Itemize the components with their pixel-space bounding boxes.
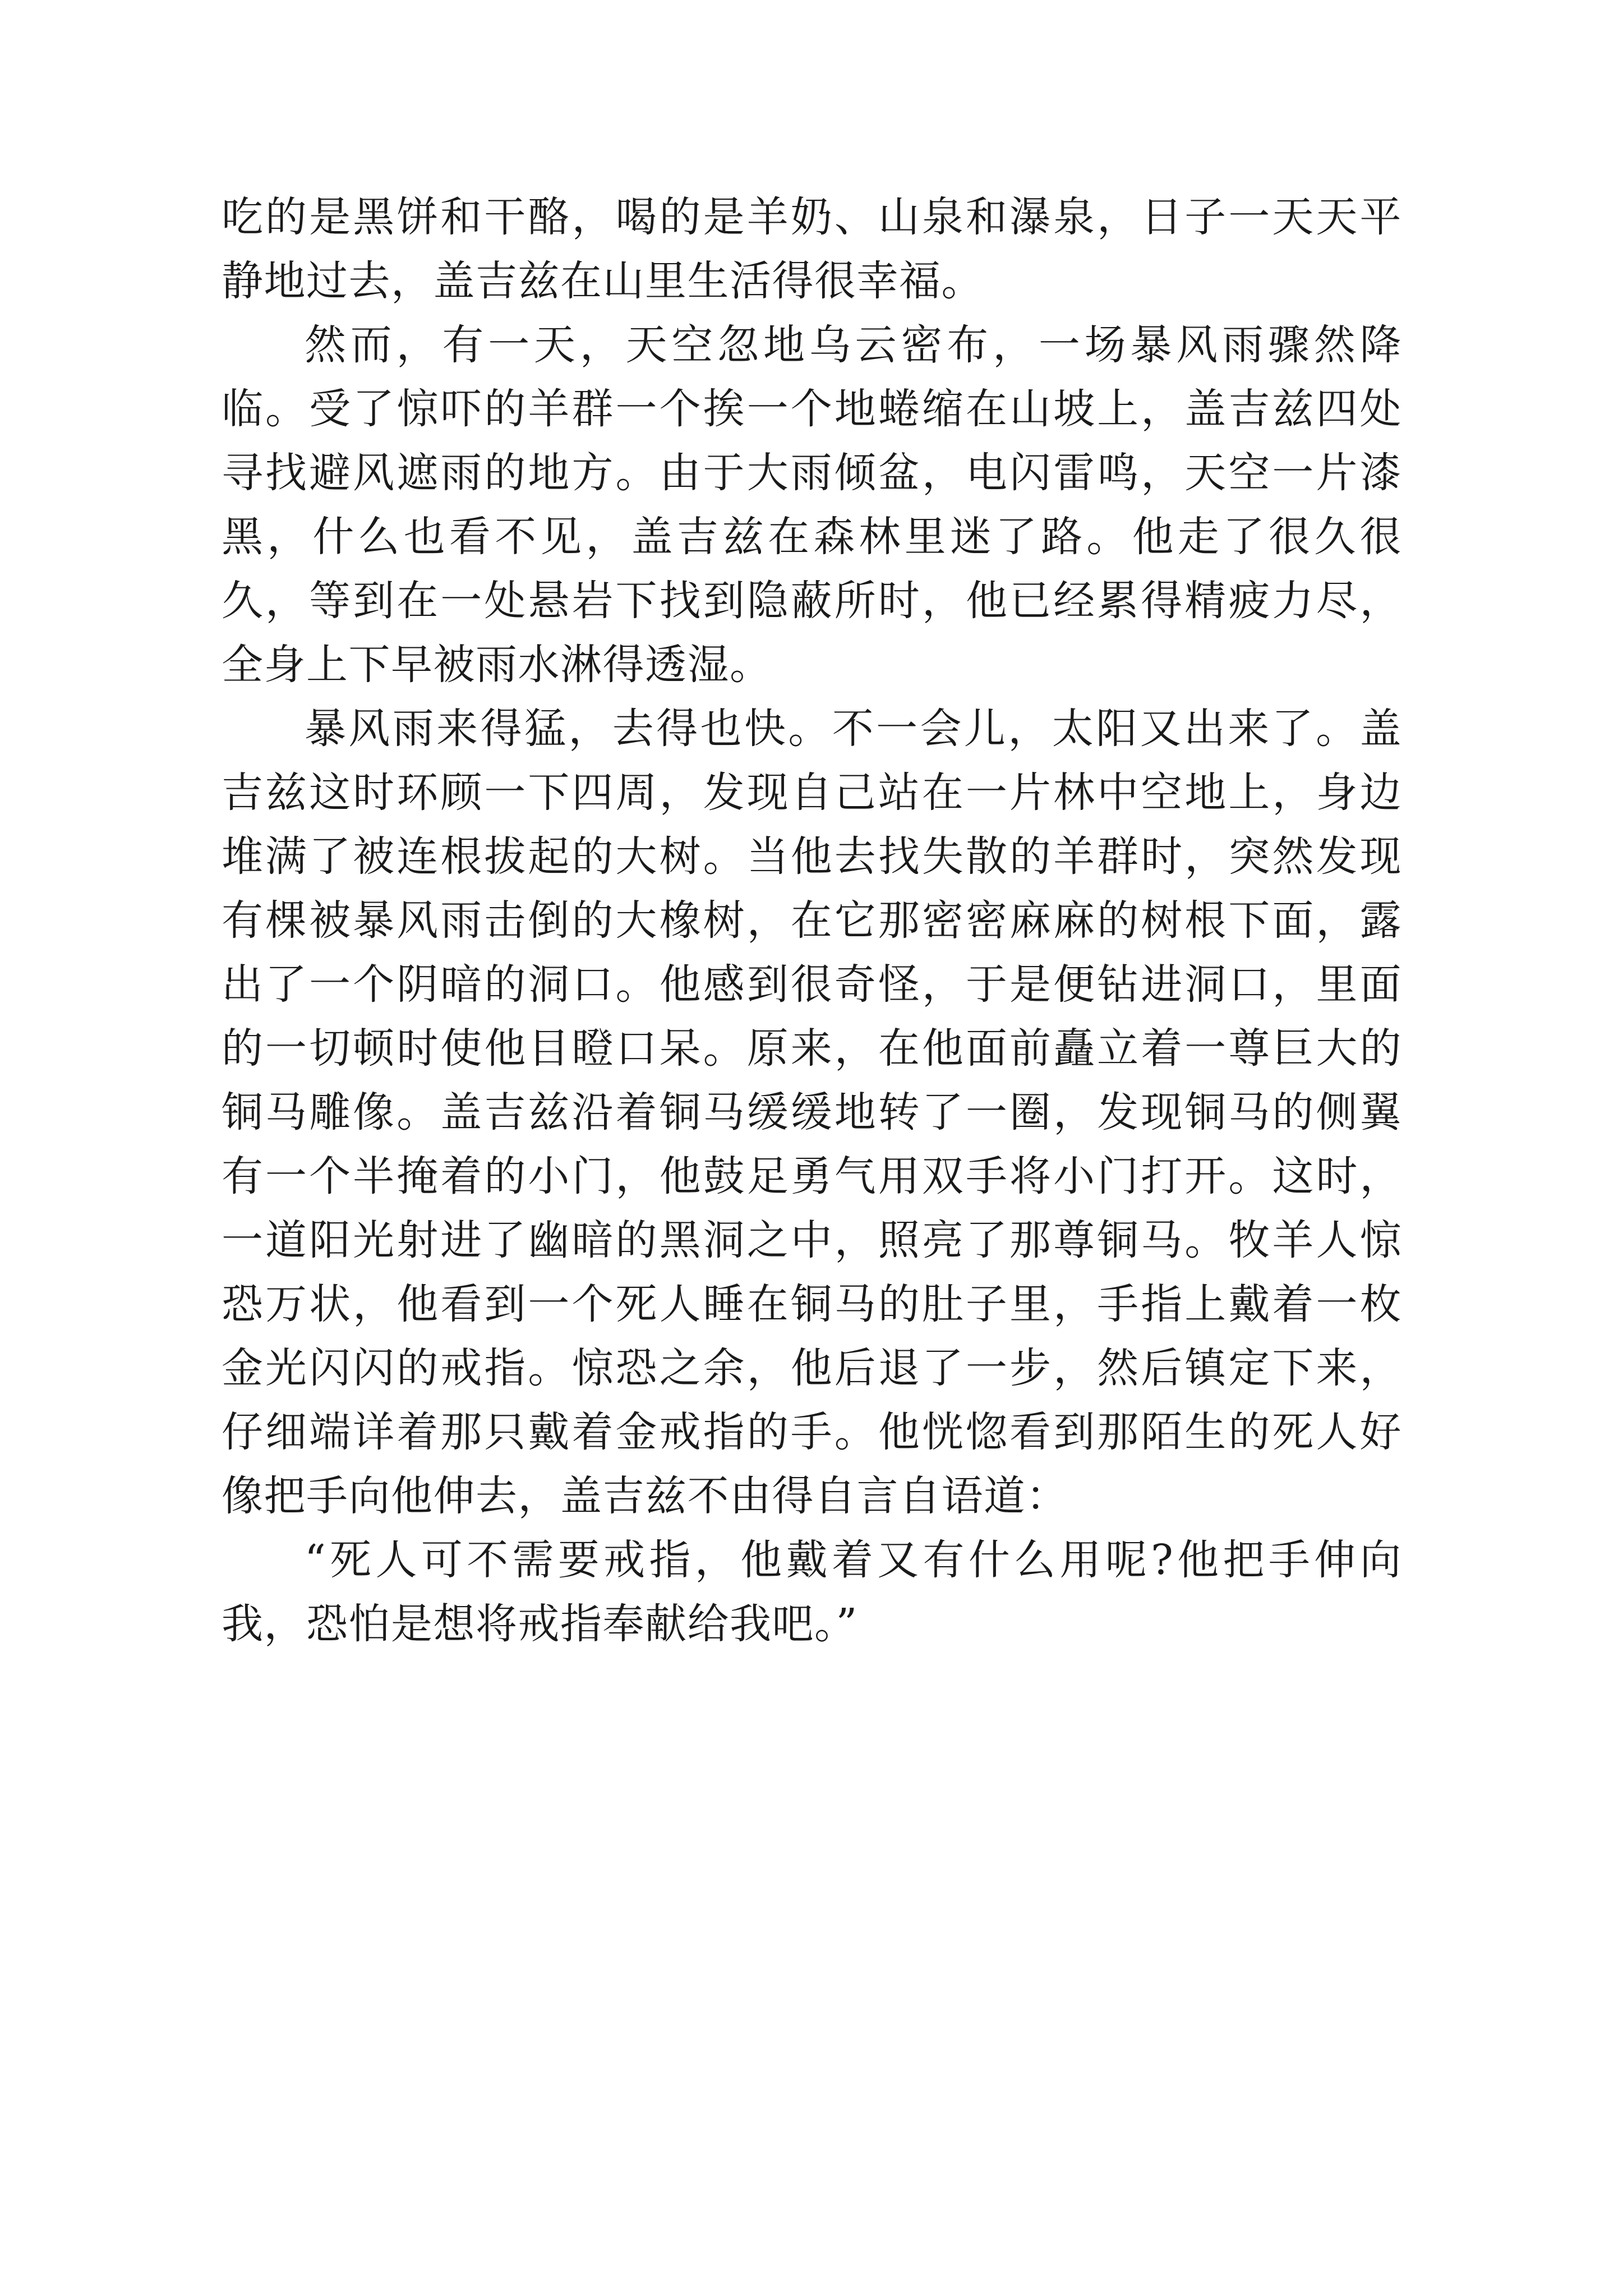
paragraph-2: 然而，有一天，天空忽地乌云密布，一场暴风雨骤然降临。受了惊吓的羊群一个挨一个地蜷缩在山坡上，盖吉兹四处寻找避风遮雨的地方。由于大雨倾盆，电闪雷鸣，天空一片漆黑，什么也看不见，盖吉兹在森林里迷了路。他走了很久很久，等到在一处悬岩下找到隐蔽所时，他已经累得精疲力尽，全身上下早被雨水淋得透湿。	[222, 321, 1402, 689]
paragraph-4: “死人可不需要戒指，他戴着又有什么用呢?他把手伸向我，恐怕是想将戒指奉献给我吧。”	[222, 1536, 1402, 1648]
document-text-column	[222, 185, 1402, 1656]
paragraph-3: 暴风雨来得猛，去得也快。不一会儿，太阳又出来了。盖吉兹这时环顾一下四周，发现自己站在一片林中空地上，身边堆满了被连根拔起的大树。当他去找失散的羊群时，突然发现有棵被暴风雨击倒的大橡树，在它那密密麻麻的树根下面，露出了一个阴暗的洞口。他感到很奇怪，于是便钻进洞口，里面的一切顿时使他目瞪口呆。原来，在他面前矗立着一尊巨大的铜马雕像。盖吉兹沿着铜马缓缓地转了一圈，发现铜马的侧翼有一个半掩着的小门，他鼓足勇气用双手将小门打开。这时，一道阳光射进了幽暗的黑洞之中，照亮了那尊铜马。牧羊人惊恐万状，他看到一个死人睡在铜马的肚子里，手指上戴着一枚金光闪闪的戒指。惊恐之余，他后退了一步，然后镇定下来，仔细端详着那只戴着金戒指的手。他恍惚看到那陌生的死人好像把手向他伸去，盖吉兹不由得自言自语道：	[222, 705, 1402, 1520]
paragraph-1: 吃的是黑饼和干酪，喝的是羊奶、山泉和瀑泉，日子一天天平静地过去，盖吉兹在山里生活得很幸福。	[222, 193, 1402, 305]
